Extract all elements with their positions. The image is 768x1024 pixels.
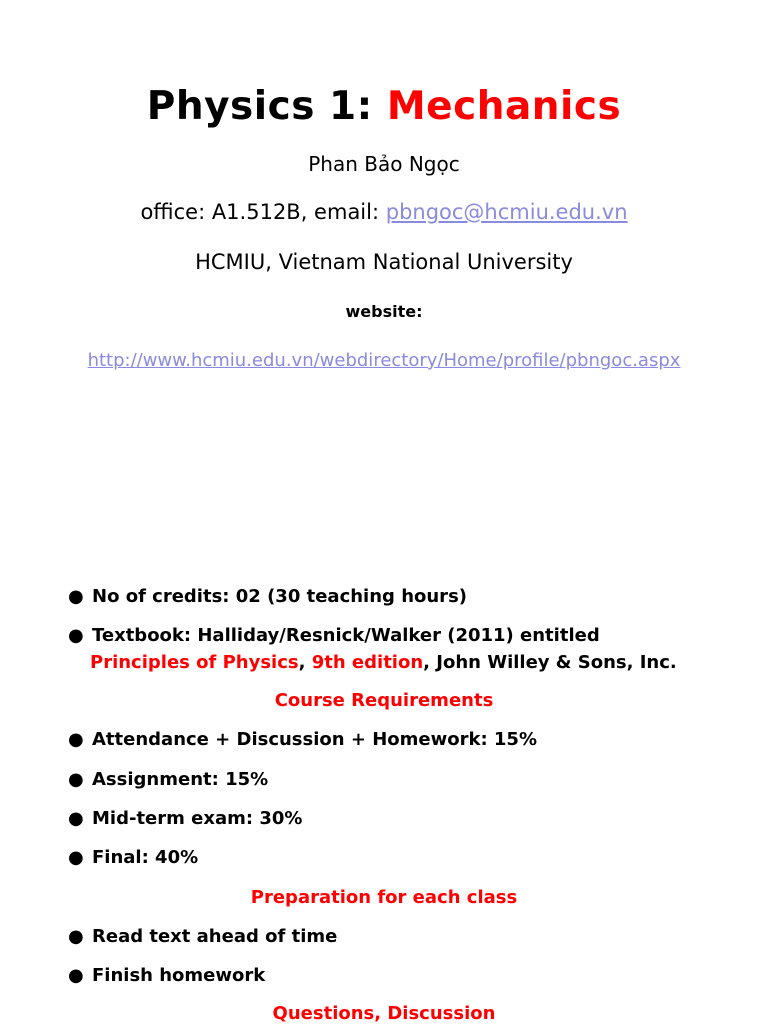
office-label: office: A1.512B, email: [140,200,386,224]
list-item [68,729,537,750]
website-url-line [0,350,768,371]
list-item [68,926,337,947]
textbook-sep: , [298,652,312,673]
list-item [68,625,600,646]
bullet-icon: ● [68,965,84,986]
book-title: Principles of Physics [90,652,299,673]
bullet-icon: ● [68,769,84,790]
website-link[interactable]: http://www.hcmiu.edu.vn/webdirectory/Home/profile/pbngoc.aspx [87,350,681,371]
title-colon: : [356,84,373,129]
book-edition: 9th edition [311,652,424,673]
list-item [68,586,467,607]
questions-heading: Questions, Discussion [272,1003,496,1024]
page-title [0,84,768,129]
preparation-heading: Preparation for each class [250,887,518,908]
textbook-line2 [90,652,677,673]
list-item [68,769,268,790]
bullet-icon: ● [68,729,84,750]
book-publisher: , John Willey & Sons, Inc. [423,652,677,673]
title-highlight: Mechanics [386,84,622,129]
university-line: HCMIU, Vietnam National University [195,250,573,274]
requirement-text: Assignment: 15% [92,769,269,790]
list-item [68,808,302,829]
requirement-text: Attendance + Discussion + Homework: 15% [92,729,537,750]
title-prefix: Physics 1 [146,84,357,129]
requirement-text: Final: 40% [92,847,199,868]
preparation-text: Finish homework [92,965,266,986]
bullet-icon: ● [68,808,84,829]
list-item [68,965,265,986]
list-item [68,847,198,868]
preparation-text: Read text ahead of time [92,926,338,947]
author-name: Phan Bảo Ngọc [308,152,460,176]
office-line [0,200,768,224]
website-label: website: [345,302,423,321]
bullet-icon: ● [68,847,84,868]
bullet-icon: ● [68,586,84,607]
textbook-line1: Textbook: Halliday/Resnick/Walker (2011) entitled [92,625,600,646]
bullet-icon: ● [68,926,84,947]
email-link[interactable]: pbngoc@hcmiu.edu.vn [385,200,628,224]
requirement-text: Mid-term exam: 30% [92,808,303,829]
credits-text: No of credits: 02 (30 teaching hours) [92,586,468,607]
bullet-icon: ● [68,625,84,646]
requirements-heading: Course Requirements [274,690,494,711]
